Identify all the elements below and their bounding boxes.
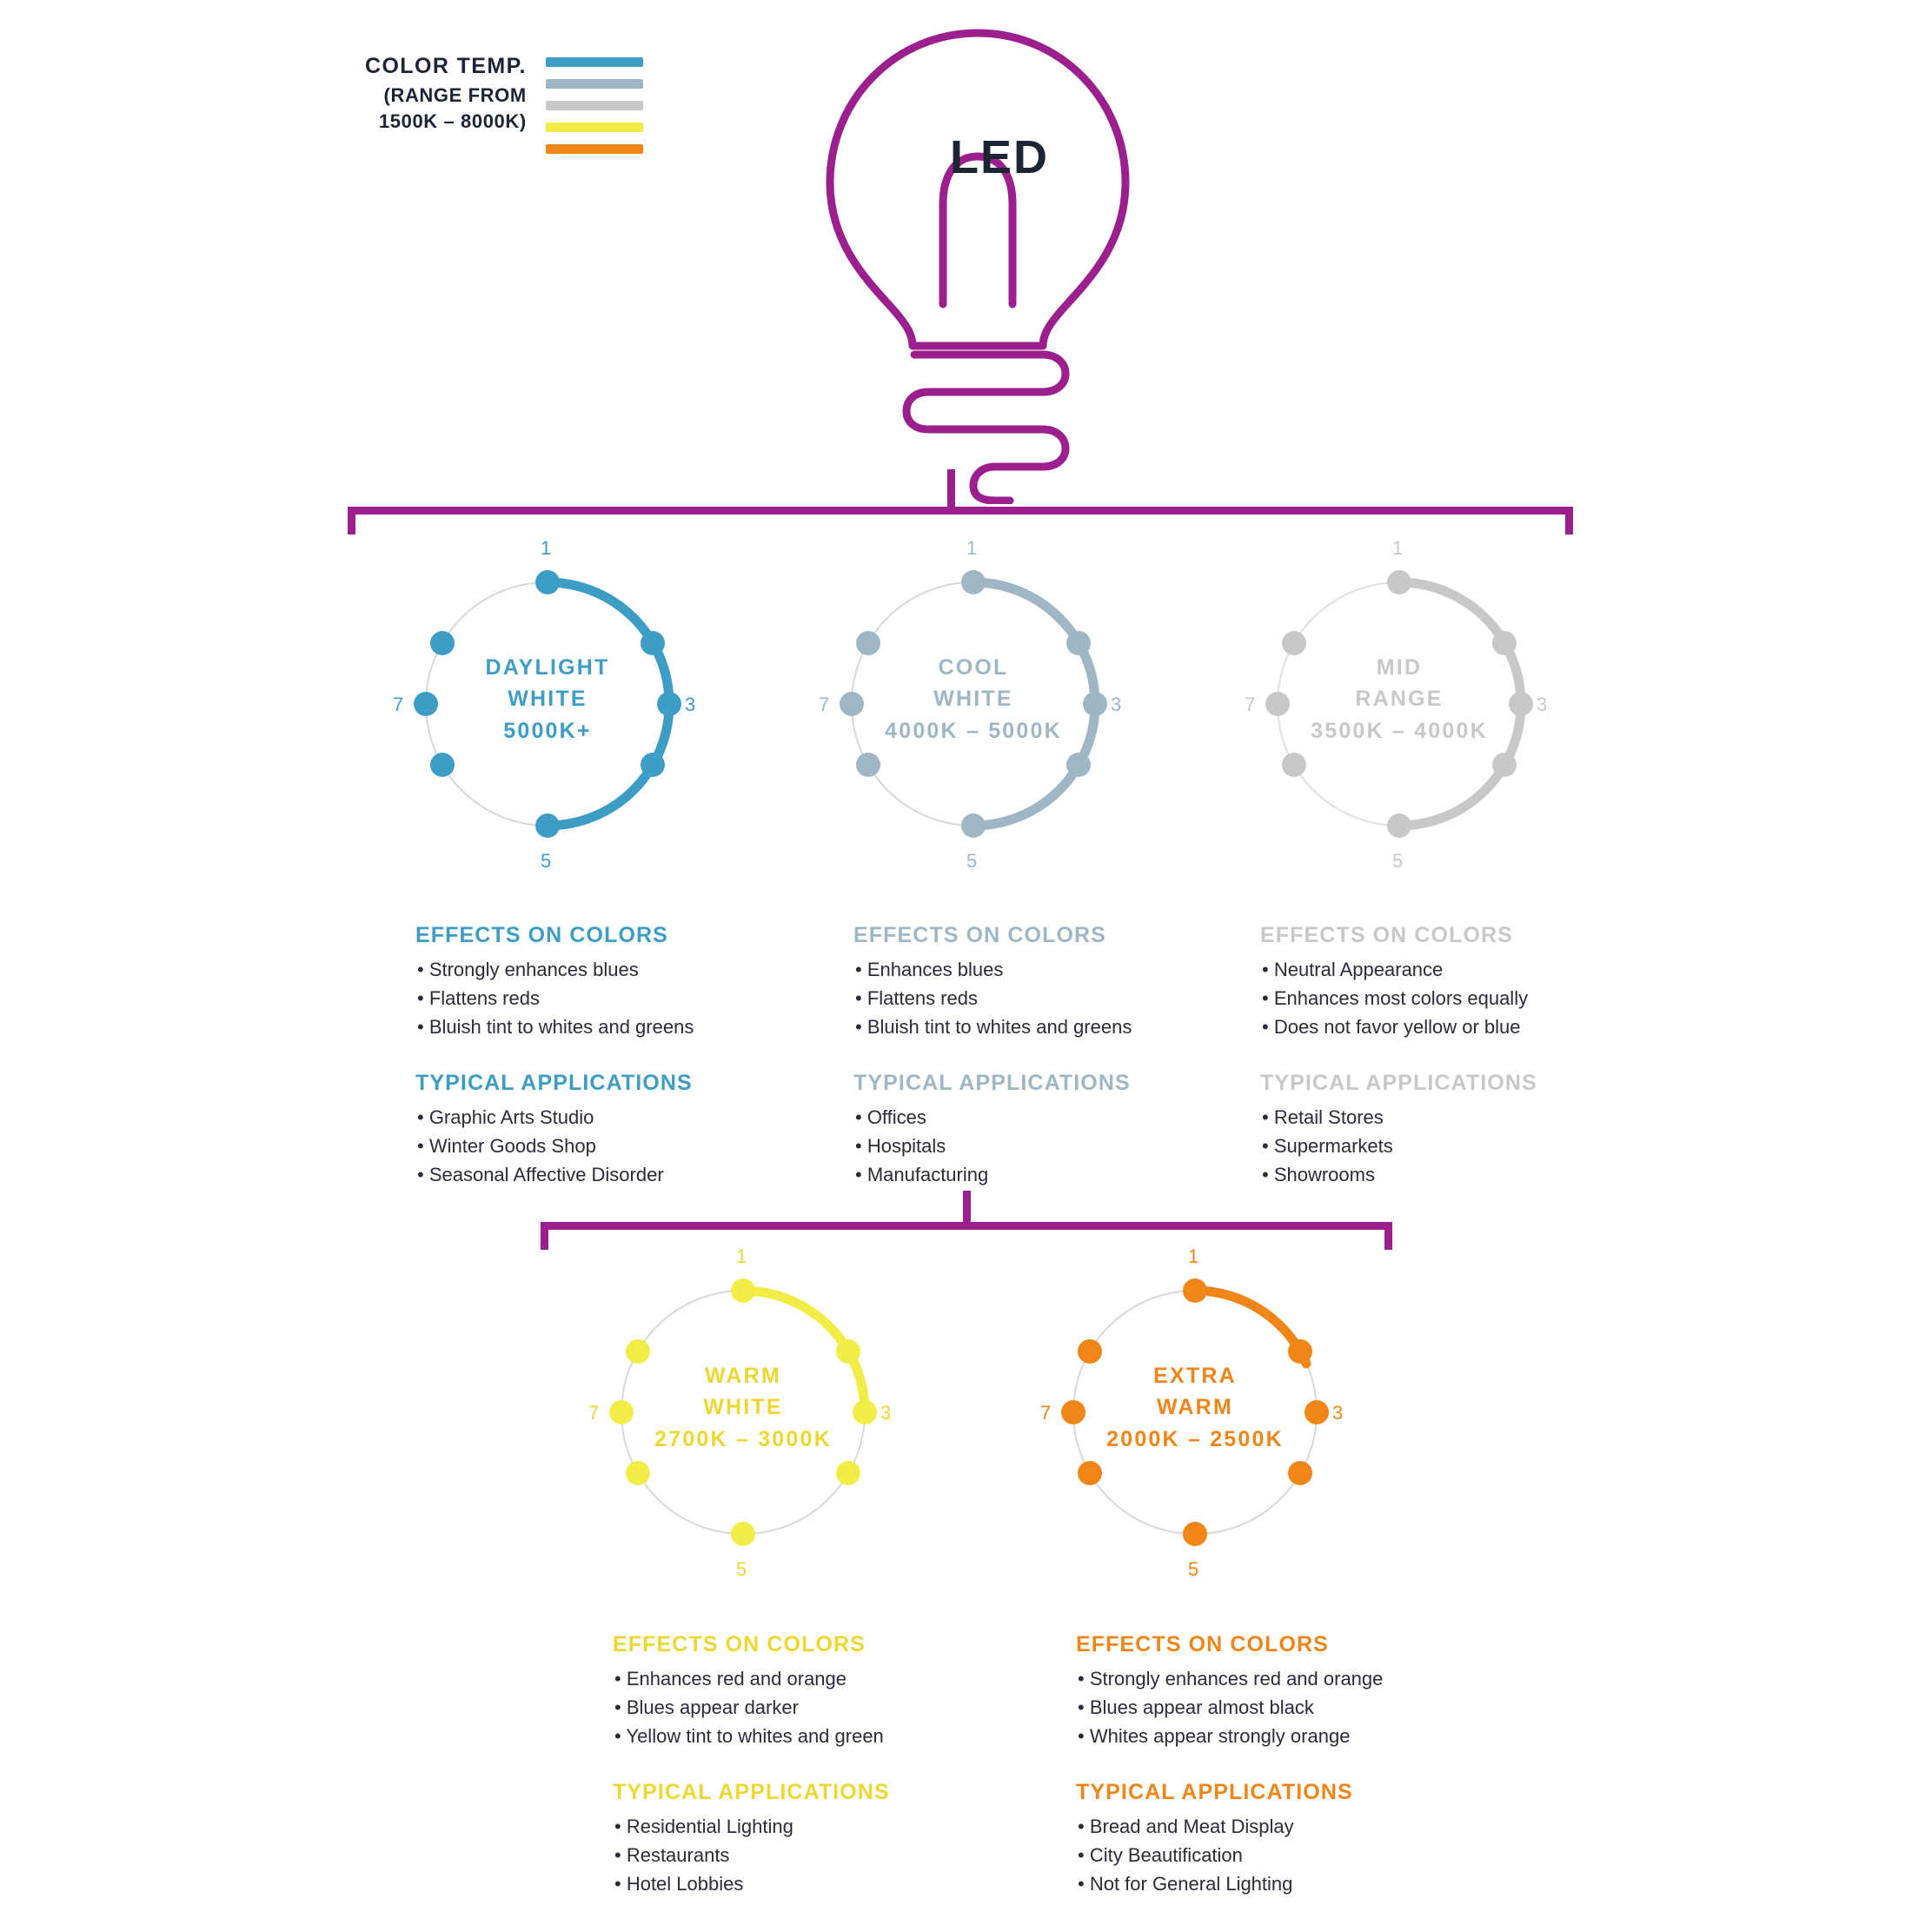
bracket-top-horizontal	[348, 507, 1573, 515]
list-item: • Neutral Appearance	[1262, 959, 1444, 980]
legend-swatch-warm-white	[546, 123, 643, 132]
wheel-name-line1: DAYLIGHT	[485, 655, 610, 680]
bracket-bottom-horizontal	[541, 1222, 1392, 1230]
tick-5: 5	[541, 850, 552, 872]
text-block-warm-white	[613, 1632, 978, 1928]
legend-subtitle-line1: (RANGE FROM	[383, 84, 527, 106]
wheel-name-line2: WHITE	[933, 687, 1013, 712]
tick-7: 7	[393, 694, 404, 715]
tick-5: 5	[1392, 850, 1404, 872]
bulb-label: LED	[950, 131, 1049, 183]
applications-title: TYPICAL APPLICATIONS	[415, 1071, 693, 1095]
list-item: • Hotel Lobbies	[614, 1873, 744, 1895]
wheel-name-line1: EXTRA	[1153, 1364, 1237, 1388]
bracket-bottom-left-drop	[541, 1222, 548, 1250]
list-item: • Enhances red and orange	[614, 1668, 847, 1690]
tick-7: 7	[1245, 694, 1256, 715]
effects-title: EFFECTS ON COLORS	[415, 923, 668, 947]
applications-title: TYPICAL APPLICATIONS	[1260, 1071, 1537, 1095]
list-item: • Graphic Arts Studio	[417, 1106, 594, 1128]
tick-1: 1	[736, 1245, 747, 1267]
list-item: • Hospitals	[855, 1135, 946, 1157]
wheel-name-line1: COOL	[938, 655, 1009, 680]
wheel-cool-white	[808, 530, 1139, 878]
applications-title: TYPICAL APPLICATIONS	[1076, 1780, 1353, 1804]
tick-5: 5	[1188, 1558, 1199, 1580]
list-item: • Yellow tint to whites and green	[614, 1725, 884, 1747]
legend-swatches	[546, 50, 643, 154]
wheel-label-daylight-white	[382, 652, 713, 747]
list-item: • Does not favor yellow or blue	[1262, 1016, 1521, 1038]
applications-list	[613, 1812, 978, 1898]
applications-list	[1076, 1812, 1458, 1898]
list-item: • City Beautification	[1078, 1844, 1243, 1866]
wheel-temp: 2000K – 2500K	[1106, 1426, 1284, 1451]
list-item: • Blues appear darker	[614, 1696, 799, 1718]
list-item: • Bluish tint to whites and greens	[855, 1016, 1132, 1038]
legend-swatch-daylight-white	[546, 57, 643, 67]
bracket-bottom-right-drop	[1384, 1222, 1392, 1250]
tick-1: 1	[1392, 537, 1404, 559]
list-item: • Bread and Meat Display	[1078, 1816, 1294, 1837]
wheel-name-line1: MID	[1376, 655, 1423, 680]
list-item: • Retail Stores	[1262, 1106, 1384, 1128]
effects-title: EFFECTS ON COLORS	[853, 923, 1106, 947]
wheel-label-mid-range	[1234, 652, 1564, 747]
list-item: • Blues appear almost black	[1078, 1696, 1314, 1718]
effects-list	[1076, 1664, 1458, 1750]
wheel-name-line2: WHITE	[703, 1395, 783, 1420]
list-item: • Enhances most colors equally	[1262, 987, 1529, 1009]
list-item: • Residential Lighting	[614, 1816, 793, 1837]
tick-3: 3	[880, 1402, 892, 1424]
effects-title: EFFECTS ON COLORS	[1076, 1632, 1329, 1656]
tick-5: 5	[736, 1558, 747, 1580]
list-item: • Winter Goods Shop	[417, 1135, 596, 1157]
bracket-top-left-drop	[348, 507, 355, 534]
wheel-warm-white	[578, 1238, 908, 1586]
effects-list	[1260, 955, 1643, 1041]
list-item: • Manufacturing	[855, 1164, 989, 1185]
tick-1: 1	[541, 537, 552, 559]
tick-3: 3	[685, 694, 696, 715]
tick-7: 7	[588, 1402, 600, 1424]
text-block-cool-white	[853, 923, 1218, 1218]
list-item: • Supermarkets	[1262, 1135, 1393, 1157]
wheel-name-line1: WARM	[705, 1364, 781, 1388]
effects-list	[853, 955, 1218, 1041]
tick-7: 7	[819, 694, 830, 715]
applications-list	[415, 1103, 780, 1189]
text-block-mid-range	[1260, 923, 1643, 1218]
list-item: • Offices	[855, 1106, 926, 1128]
list-item: • Enhances blues	[855, 959, 1004, 980]
list-item: • Restaurants	[614, 1844, 730, 1866]
legend-subtitle-line2: 1500K – 8000K)	[378, 110, 527, 132]
list-item: • Strongly enhances red and orange	[1078, 1668, 1384, 1690]
bracket-top-right-drop	[1565, 507, 1573, 534]
wheel-temp: 5000K+	[503, 718, 592, 743]
wheel-temp: 2700K – 3000K	[654, 1426, 832, 1451]
tick-3: 3	[1537, 694, 1548, 715]
effects-title: EFFECTS ON COLORS	[1260, 923, 1513, 947]
effects-title: EFFECTS ON COLORS	[613, 1632, 866, 1656]
wheel-name-line2: RANGE	[1355, 687, 1444, 712]
legend-text	[365, 50, 546, 134]
list-item: • Showrooms	[1262, 1164, 1375, 1185]
list-item: • Flattens reds	[417, 987, 540, 1009]
tick-3: 3	[1332, 1402, 1344, 1424]
text-block-extra-warm	[1076, 1632, 1458, 1928]
legend-swatch-mid-range	[546, 101, 643, 110]
tick-1: 1	[966, 537, 978, 559]
list-item: • Not for General Lighting	[1078, 1873, 1293, 1895]
wheel-name-line2: WHITE	[508, 687, 588, 712]
applications-title: TYPICAL APPLICATIONS	[613, 1780, 890, 1804]
tick-1: 1	[1188, 1245, 1199, 1267]
applications-list	[853, 1103, 1218, 1189]
tick-3: 3	[1111, 694, 1122, 715]
legend-subtitle	[365, 83, 527, 134]
text-block-daylight-white	[415, 923, 780, 1218]
legend-swatch-extra-warm	[546, 144, 643, 154]
bracket-top-center-stem	[947, 469, 955, 508]
wheel-label-warm-white	[578, 1360, 908, 1455]
list-item: • Bluish tint to whites and greens	[417, 1016, 694, 1038]
wheel-extra-warm	[1030, 1238, 1360, 1586]
wheel-daylight-white	[382, 530, 713, 878]
wheel-mid-range	[1234, 530, 1564, 878]
legend	[365, 50, 643, 154]
tick-5: 5	[966, 850, 978, 872]
wheel-label-extra-warm	[1030, 1360, 1360, 1455]
tick-7: 7	[1040, 1402, 1052, 1424]
effects-list	[613, 1664, 978, 1750]
legend-swatch-cool-white	[546, 79, 643, 89]
list-item: • Flattens reds	[855, 987, 978, 1009]
wheel-label-cool-white	[808, 652, 1139, 747]
wheel-temp: 4000K – 5000K	[885, 718, 1062, 743]
effects-list	[415, 955, 780, 1041]
applications-title: TYPICAL APPLICATIONS	[853, 1071, 1131, 1095]
wheel-temp: 3500K – 4000K	[1311, 718, 1488, 743]
legend-title: COLOR TEMP.	[365, 54, 527, 78]
wheel-name-line2: WARM	[1157, 1395, 1233, 1420]
list-item: • Seasonal Affective Disorder	[417, 1164, 664, 1185]
list-item: • Strongly enhances blues	[417, 959, 639, 980]
light-bulb-icon	[782, 17, 1173, 508]
applications-list	[1260, 1103, 1643, 1189]
list-item: • Whites appear strongly orange	[1078, 1725, 1351, 1747]
